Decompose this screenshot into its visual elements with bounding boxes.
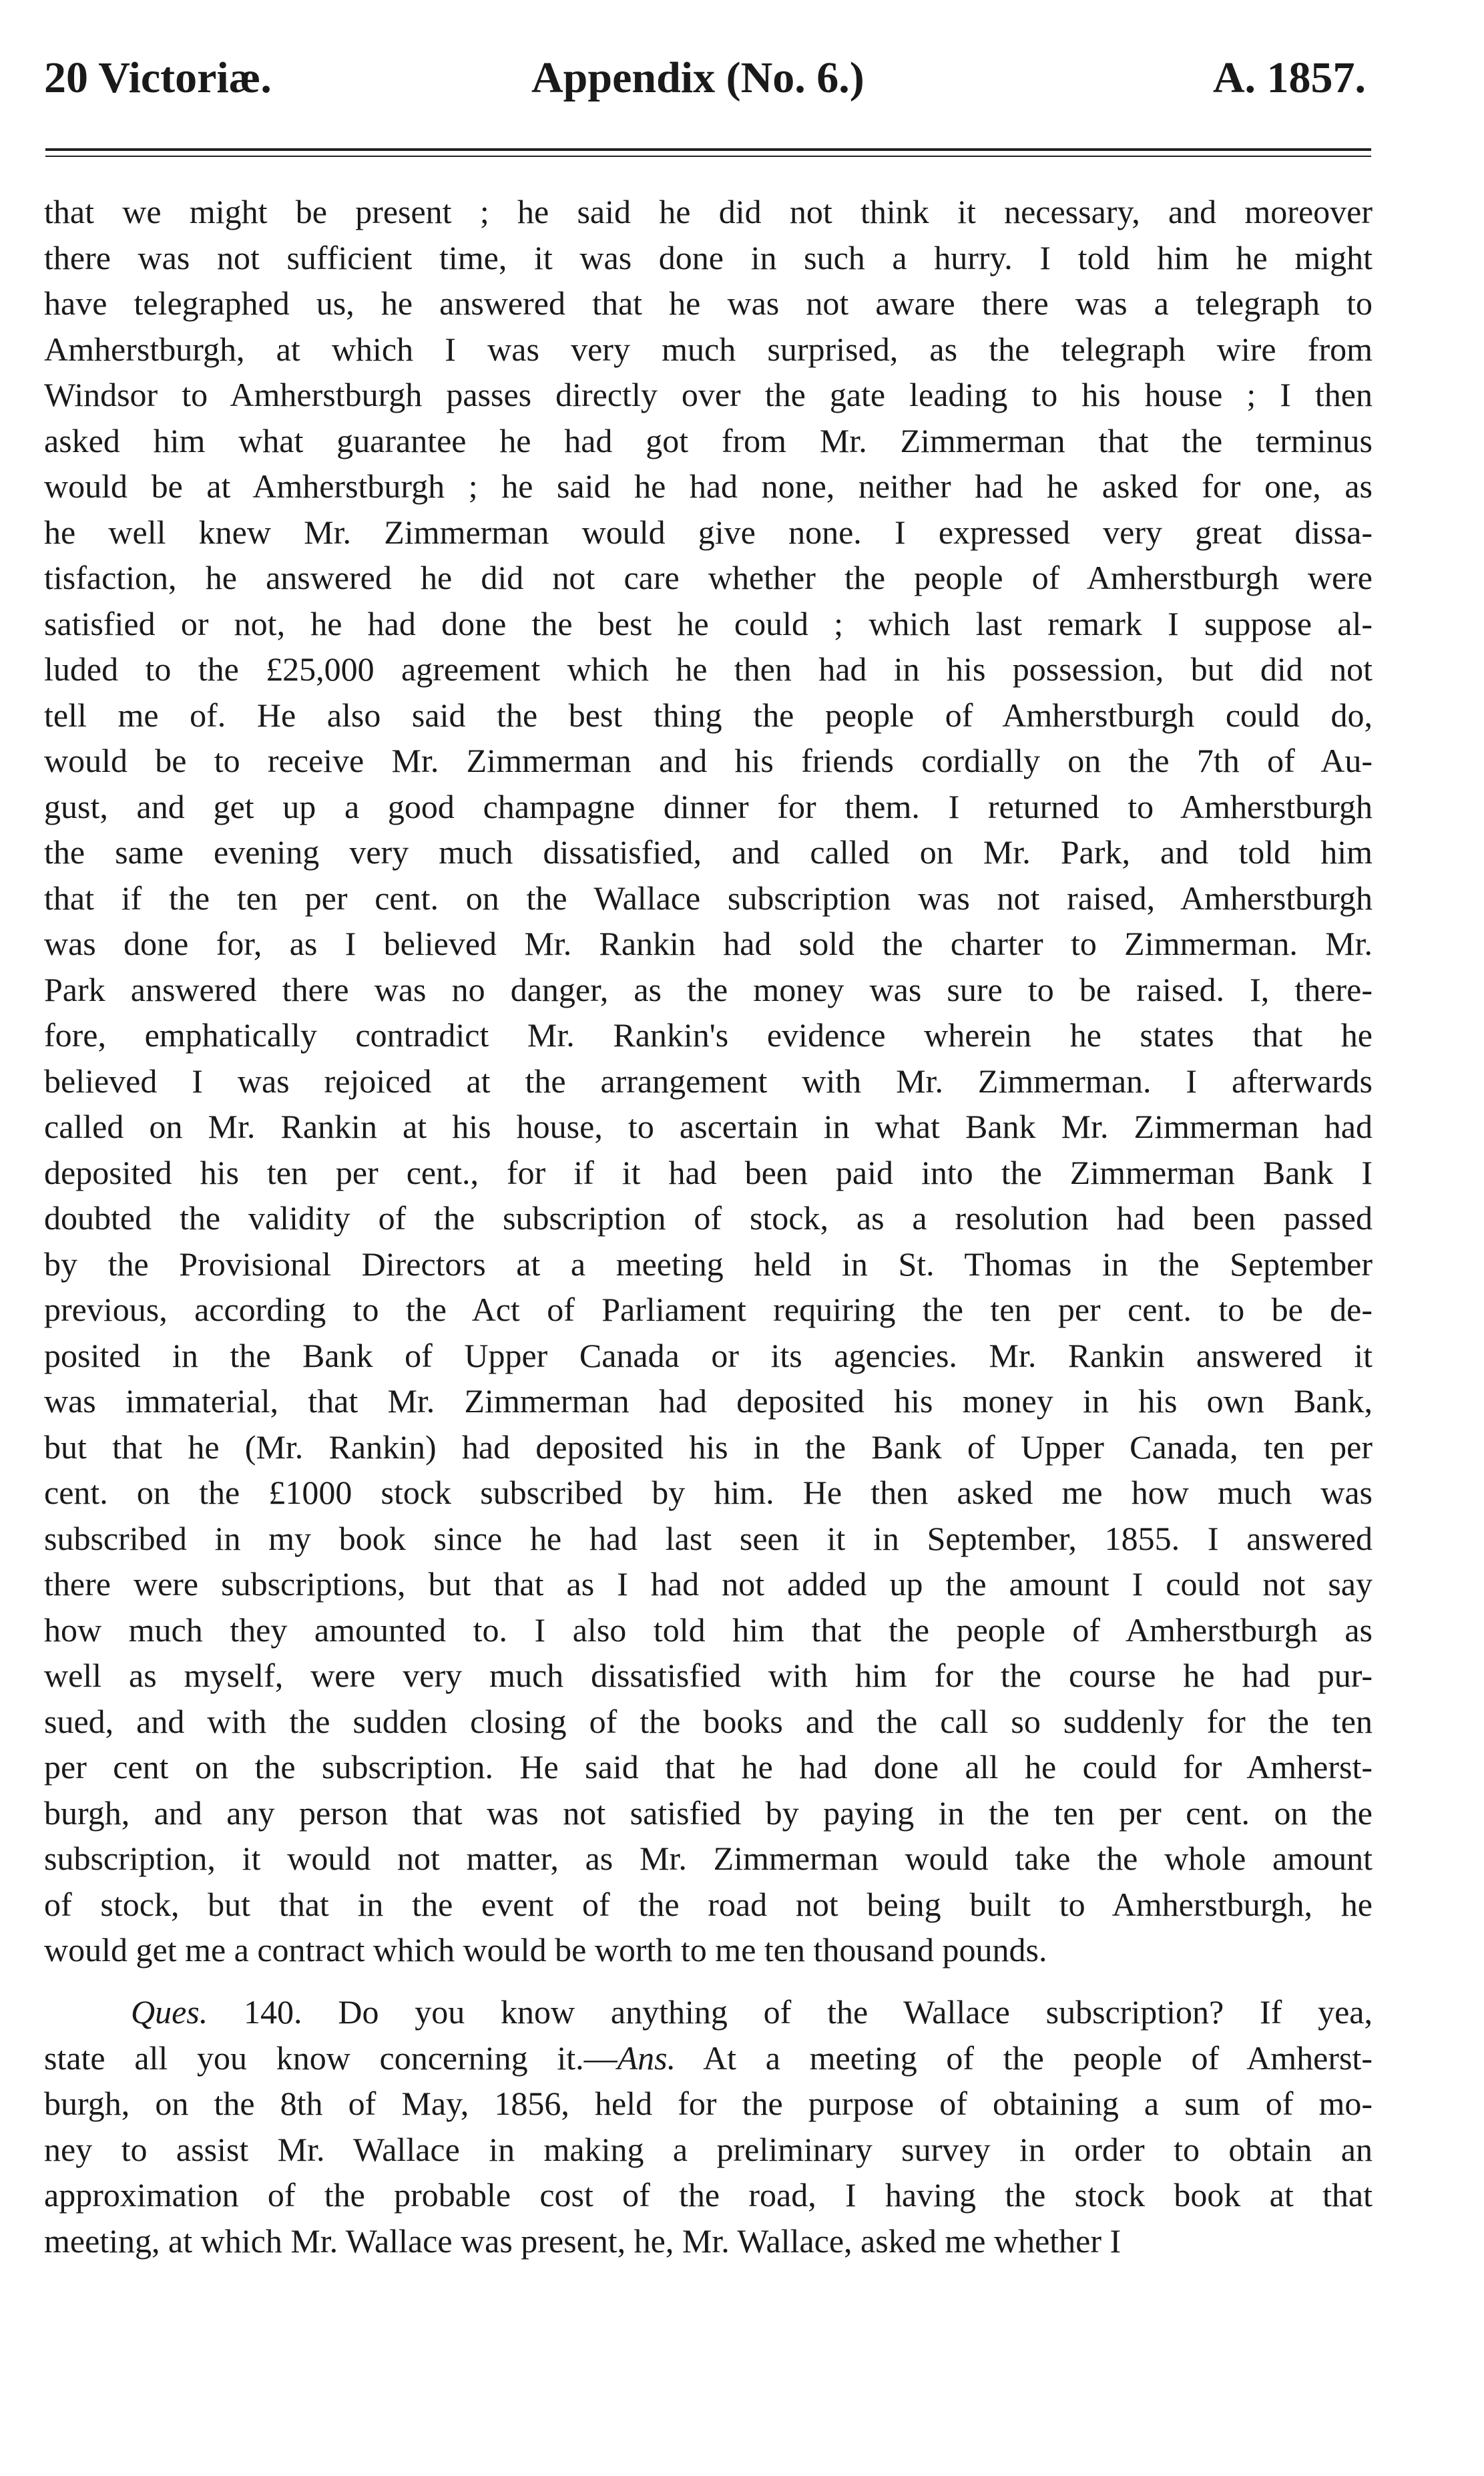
text-line: per cent on the subscription. He said that he had done all he could for Amherst-	[44, 1748, 1373, 1786]
paragraph-testimony	[44, 189, 1373, 1973]
text-line: satisfied or not, he had done the best he could ; which last remark I suppose al-	[44, 604, 1373, 642]
text-line: would get me a contract which would be worth to me ten thousand pounds.	[44, 1931, 1047, 1969]
header-rule-thin	[45, 156, 1371, 157]
text-line: meeting, at which Mr. Wallace was present, he, Mr. Wallace, asked me whether I	[44, 2222, 1122, 2260]
header-rule-thick	[45, 148, 1371, 151]
text-line	[44, 1989, 1373, 2035]
text-line: asked him what guarantee he had got from Mr. Zimmerman that the terminus	[44, 421, 1373, 459]
text-line: Windsor to Amherstburgh passes directly over the gate leading to his house ; I then	[44, 376, 1373, 413]
text-line: previous, according to the Act of Parliament requiring the ten per cent. to be de-	[44, 1291, 1373, 1328]
answer-text: At a meeting of the people of Amherst-	[676, 2039, 1373, 2077]
text-line: luded to the £25,000 agreement which he then had in his possession, but did not	[44, 650, 1373, 688]
text-line: sued, and with the sudden closing of the books and the call so suddenly for the ten	[44, 1702, 1373, 1740]
text-line: called on Mr. Rankin at his house, to ascertain in what Bank Mr. Zimmerman had	[44, 1108, 1373, 1145]
text-line: he well knew Mr. Zimmerman would give none. I expressed very great dissa-	[44, 513, 1373, 551]
header-session: 20 Victoriæ.	[44, 53, 272, 102]
text-line: deposited his ten per cent., for if it had been paid into the Zimmerman Bank I	[44, 1153, 1373, 1191]
text-line: ney to assist Mr. Wallace in making a preliminary survey in order to obtain an	[44, 2130, 1373, 2168]
text-line: burgh, and any person that was not satisfied by paying in the ten per cent. on the	[44, 1794, 1373, 1832]
text-line: there was not sufficient time, it was done in such a hurry. I told him he might	[44, 238, 1373, 276]
paragraph-question-140	[44, 1989, 1373, 2264]
text-line	[44, 2035, 1373, 2081]
text-line: subscribed in my book since he had last seen it in September, 1855. I answered	[44, 1519, 1373, 1557]
text-line: of stock, but that in the event of the road not being built to Amherstburgh, he	[44, 1885, 1373, 1923]
text-line: how much they amounted to. I also told him that the people of Amherstburgh as	[44, 1611, 1373, 1649]
header-year: A. 1857.	[1212, 53, 1366, 102]
text-line: tisfaction, he answered he did not care whether the people of Amherstburgh were	[44, 559, 1373, 596]
answer-label: Ans.	[617, 2039, 676, 2077]
text-line: fore, emphatically contradict Mr. Rankin's evidence wherein he states that he	[44, 1016, 1373, 1054]
text-line: the same evening very much dissatisfied, and called on Mr. Park, and told him	[44, 833, 1373, 871]
text-line: subscription, it would not matter, as Mr. Zimmerman would take the whole amount	[44, 1840, 1373, 1877]
question-label: Ques.	[131, 1993, 208, 2031]
text-line: tell me of. He also said the best thing the people of Amherstburgh could do,	[44, 696, 1373, 734]
text-line: would be at Amherstburgh ; he said he had none, neither had he asked for one, as	[44, 467, 1373, 505]
text-line: that if the ten per cent. on the Wallace subscription was not raised, Amherstburgh	[44, 879, 1373, 917]
answer-lead: state all you know concerning it.—	[44, 2039, 617, 2077]
page-header	[44, 41, 1373, 115]
text-line: would be to receive Mr. Zimmerman and his friends cordially on the 7th of Au-	[44, 742, 1373, 779]
question-text: 140. Do you know anything of the Wallace subscription? If yea,	[208, 1993, 1373, 2031]
text-line: approximation of the probable cost of the road, I having the stock book at that	[44, 2176, 1373, 2214]
text-line: burgh, on the 8th of May, 1856, held for the purpose of obtaining a sum of mo-	[44, 2085, 1373, 2122]
text-line: have telegraphed us, he answered that he was not aware there was a telegraph to	[44, 284, 1373, 322]
text-line: gust, and get up a good champagne dinner for them. I returned to Amherstburgh	[44, 787, 1373, 825]
text-line: by the Provisional Directors at a meeting held in St. Thomas in the September	[44, 1245, 1373, 1283]
text-line: Park answered there was no danger, as the money was sure to be raised. I, there-	[44, 970, 1373, 1008]
text-line: well as myself, were very much dissatisfied with him for the course he had pur-	[44, 1657, 1373, 1694]
text-line: was immaterial, that Mr. Zimmerman had deposited his money in his own Bank,	[44, 1382, 1373, 1420]
text-line: there were subscriptions, but that as I had not added up the amount I could not say	[44, 1565, 1373, 1603]
text-line: doubted the validity of the subscription of stock, as a resolution had been passed	[44, 1199, 1373, 1237]
text-line: believed I was rejoiced at the arrangement with Mr. Zimmerman. I afterwards	[44, 1062, 1373, 1100]
text-line: Amherstburgh, at which I was very much surprised, as the telegraph wire from	[44, 330, 1373, 368]
header-appendix: Appendix (No. 6.)	[531, 53, 864, 102]
text-line: that we might be present ; he said he did not think it necessary, and moreover	[44, 193, 1373, 230]
text-line: posited in the Bank of Upper Canada or its agencies. Mr. Rankin answered it	[44, 1336, 1373, 1374]
text-line: but that he (Mr. Rankin) had deposited his in the Bank of Upper Canada, ten per	[44, 1428, 1373, 1466]
text-line: cent. on the £1000 stock subscribed by him. He then asked me how much was	[44, 1474, 1373, 1511]
text-line: was done for, as I believed Mr. Rankin had sold the charter to Zimmerman. Mr.	[44, 925, 1373, 962]
